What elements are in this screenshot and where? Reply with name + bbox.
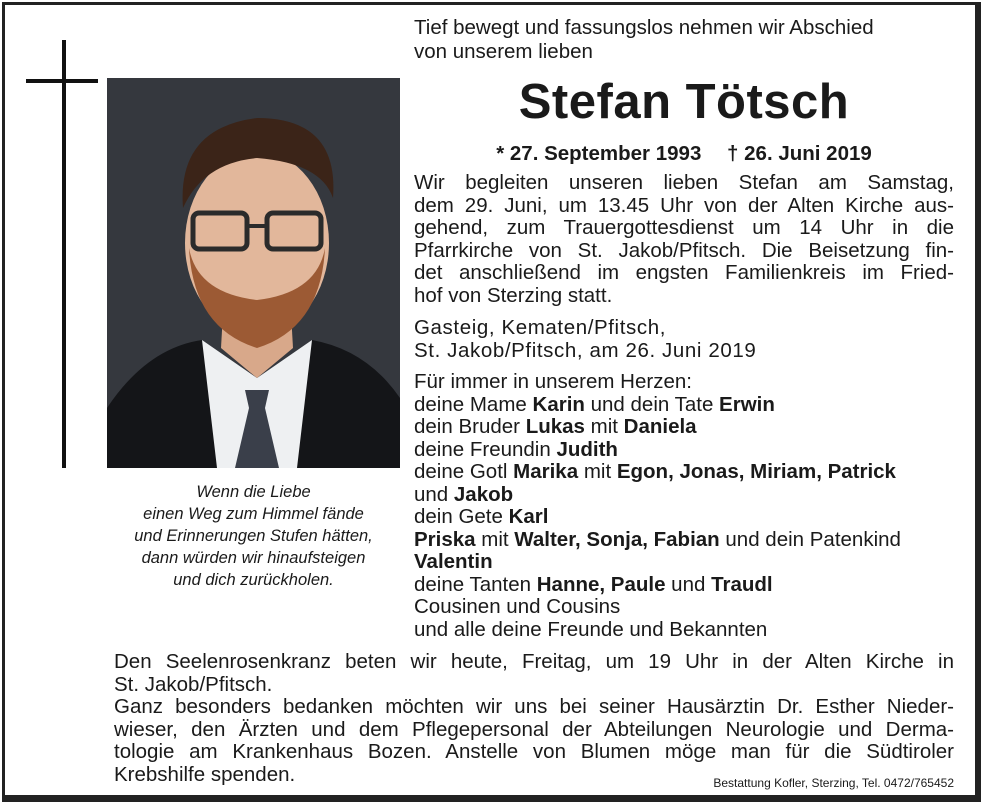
place-date [414, 317, 954, 362]
funeral-home-credit: Bestattung Kofler, Sterzing, Tel. 0472/765452 [713, 776, 954, 790]
service-line: Pfarrkirche von St. Jakob/Pfitsch. Die Beisetzung fin- [414, 238, 954, 262]
cross-icon-bar [26, 79, 98, 83]
family-text: deine Freundin [414, 437, 557, 461]
family-name: Lukas [525, 415, 585, 438]
family-name: Hanne, Paule [536, 572, 666, 596]
family-name: Priska [414, 527, 476, 551]
family-text: deine Gotl [414, 460, 514, 483]
family-line [414, 529, 959, 552]
family-line [414, 551, 959, 574]
family-text: und alle deine Freunde und Bekannten [414, 617, 768, 641]
intro-line: Tief bewegt und fassungslos nehmen wir Abschied [414, 16, 874, 39]
service-line: gehend, zum Trauergottesdienst um 14 Uhr in die [414, 216, 954, 239]
place-line: Gasteig, Kematen/Pfitsch, [414, 316, 667, 339]
family-name: Marika [513, 460, 579, 483]
thanks-line: Krebshilfe spenden. [114, 762, 296, 786]
service-line: Wir begleiten unseren lieben Stefan am Samstag, [414, 171, 954, 194]
family-name: Egon, Jonas, Miriam, Patrick [616, 460, 896, 483]
portrait-photo [107, 78, 400, 468]
service-line: dem 29. Juni, um 13.45 Uhr von der Alten Kirche aus- [414, 193, 954, 217]
family-line [414, 596, 959, 619]
family-text: und [414, 482, 454, 506]
birth-date: * 27. September 1993 [496, 142, 702, 165]
family-name: Walter, Sonja, Fabian [514, 527, 720, 551]
family-name: Erwin [719, 392, 775, 416]
family-text: deine Mame [414, 392, 533, 416]
poem-line: und Erinnerungen Stufen hätten, [134, 527, 373, 545]
thanks-line: Ganz besonders bedanken möchten wir uns bei seiner Hausärztin Dr. Esther Nieder- [114, 695, 954, 718]
closing-text [114, 651, 954, 786]
family-name: Jakob [453, 482, 514, 506]
poem-line: und dich zurückholen. [173, 571, 334, 589]
thanks-line: wieser, den Ärzten und dem Pflegepersonal der Abteilungen Neurologie und Derma- [114, 717, 954, 741]
rosary-line: St. Jakob/Pfitsch. [114, 672, 273, 696]
intro-line: von unserem lieben [414, 40, 593, 63]
service-line: hof von Sterzing statt. [414, 283, 613, 307]
service-line: det anschließend im engsten Familienkreis im Fried- [414, 261, 954, 284]
family-text: und dein Patenkind [719, 527, 901, 551]
family-line [414, 416, 959, 439]
rosary-line: Den Seelenrosenkranz beten wir heute, Freitag, um 19 Uhr in der Alten Kirche in [114, 650, 954, 673]
family-name: Traudl [711, 572, 773, 596]
family-line [414, 484, 959, 507]
intro-text [414, 16, 954, 64]
family-text: mit [584, 415, 624, 438]
family-intro: Für immer in unserem Herzen: [414, 370, 692, 393]
poem-line: einen Weg zum Himmel fände [143, 505, 364, 523]
family-name: Karin [532, 392, 585, 416]
life-dates [414, 141, 954, 167]
poem-line: Wenn die Liebe [196, 483, 311, 501]
family-name: Valentin [414, 550, 493, 573]
poem [107, 481, 400, 591]
deceased-name: Stefan Tötsch [518, 75, 850, 129]
family-text: dein Bruder [414, 415, 526, 438]
thanks-line: tologie am Krankenhaus Bozen. Anstelle von Blumen möge man für die Südtiroler [114, 740, 954, 763]
family-text: und [665, 572, 712, 596]
family-name: Judith [556, 437, 618, 461]
death-date: † 26. Juni 2019 [727, 142, 872, 165]
family-list [414, 371, 959, 641]
family-name: Karl [508, 505, 549, 528]
family-line [414, 461, 959, 484]
family-line [414, 439, 959, 462]
place-line: St. Jakob/Pfitsch, am 26. Juni 2019 [414, 338, 757, 362]
family-name: Daniela [623, 415, 697, 438]
family-line [414, 506, 959, 529]
family-text: mit [475, 527, 515, 551]
family-line [414, 574, 959, 597]
family-line [414, 619, 959, 642]
cross-icon [62, 40, 66, 468]
service-paragraph [414, 172, 954, 307]
family-text: und dein Tate [584, 392, 720, 416]
family-text: deine Tanten [414, 572, 537, 596]
family-line [414, 394, 959, 417]
poem-line: dann würden wir hinaufsteigen [141, 549, 366, 567]
family-text: dein Gete [414, 505, 509, 528]
family-text: Cousinen und Cousins [414, 595, 621, 618]
family-text: mit [578, 460, 617, 483]
